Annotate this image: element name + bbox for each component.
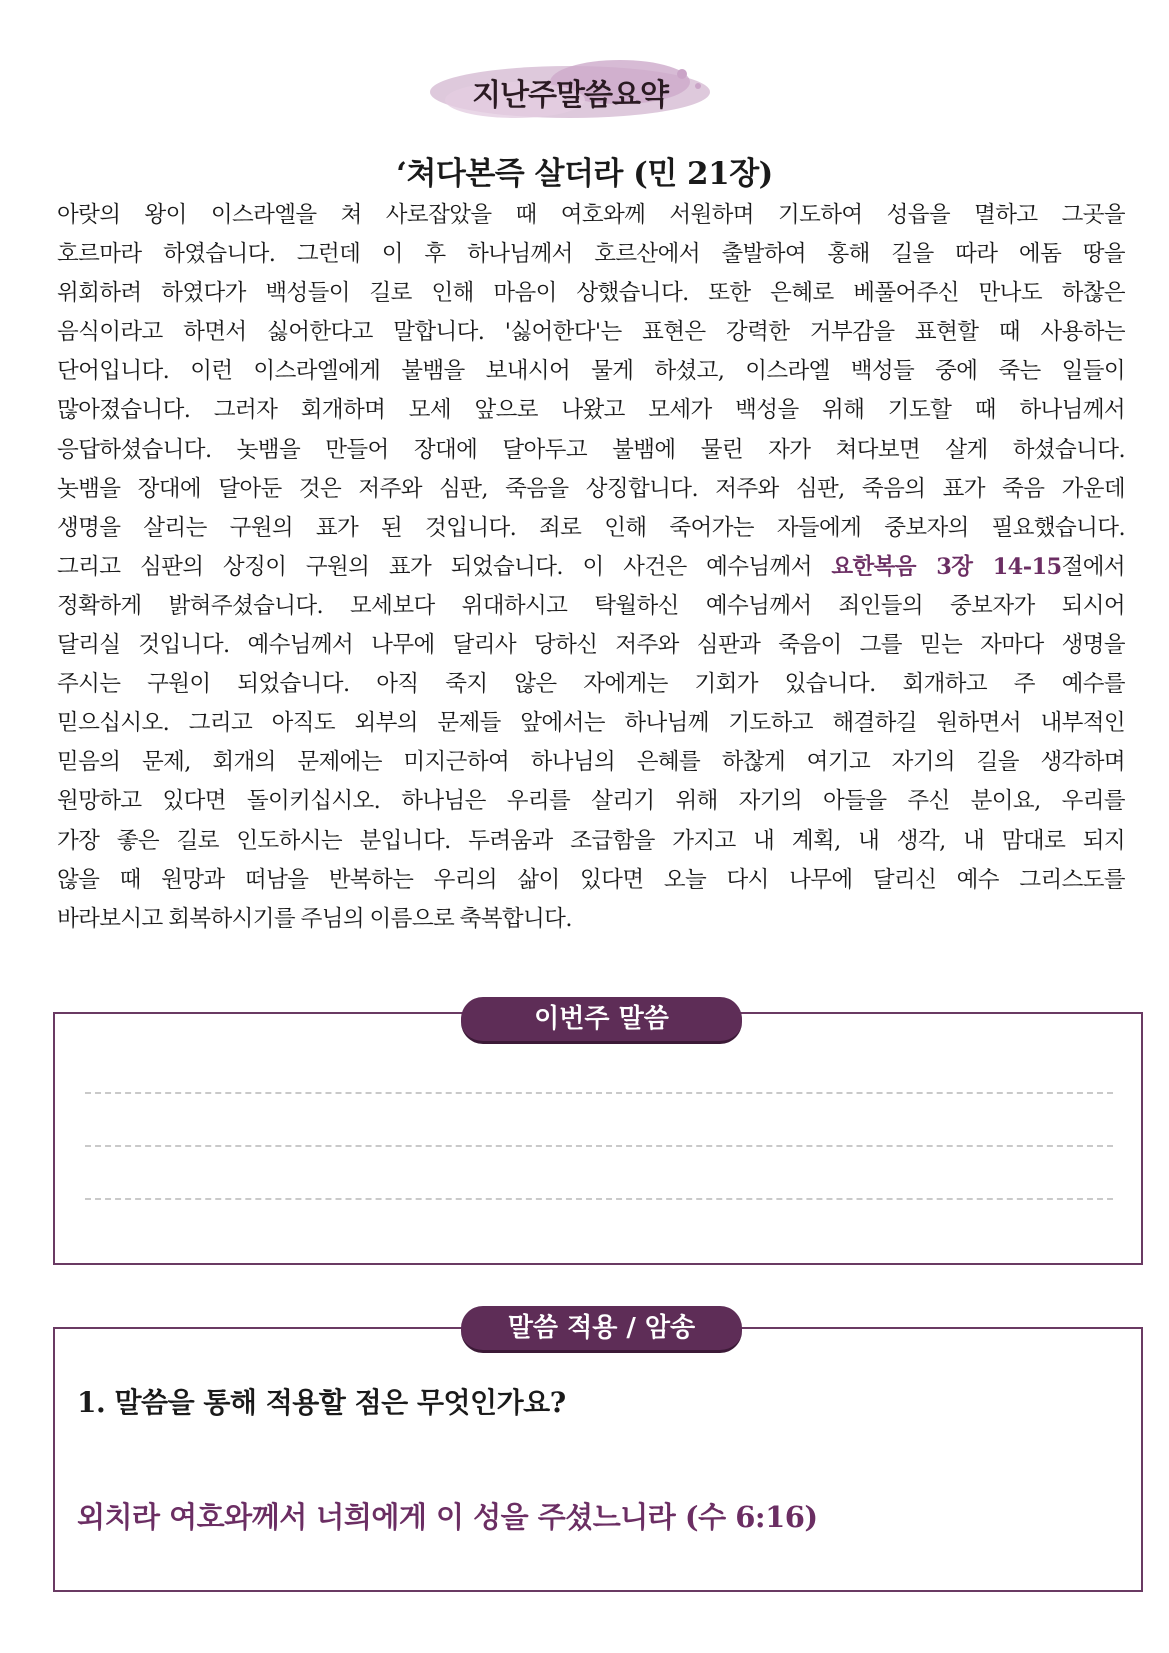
summary-line: 음식이라고 하면서 싫어한다고 말합니다. '싫어한다'는 표현은 강력한 거부감을 표현할 때 사용하는 <box>57 319 1125 346</box>
application-question: 1. 말씀을 통해 적용할 점은 무엇인가요? <box>77 1386 566 1419</box>
application-label: 말씀 적용 / 암송 <box>461 1306 742 1353</box>
summary-line: 응답하셨습니다. 놋뱀을 만들어 장대에 달아두고 불뱀에 물린 자가 쳐다보면 살게 하셨습니다. <box>57 436 1125 463</box>
summary-line: 아랏의 왕이 이스라엘을 쳐 사로잡았을 때 여호와께 서원하며 기도하여 성읍을 멸하고 그곳을 <box>57 202 1125 228</box>
writing-line[interactable] <box>85 1198 1113 1200</box>
writing-line[interactable] <box>85 1145 1113 1147</box>
page-title: ‘쳐다본즉 살더라 (민 21장) <box>396 156 773 192</box>
summary-line: 가장 좋은 길로 인도하시는 분입니다. 두려움과 조급함을 가지고 내 계획, 내 생각, 내 맘대로 되지 <box>57 827 1125 854</box>
summary-line: 단어입니다. 이런 이스라엘에게 불뱀을 보내시어 물게 하셨고, 이스라엘 백성들 중에 죽는 일들이 <box>57 358 1125 385</box>
application-box <box>53 1327 1143 1592</box>
summary-line: 위회하려 하였다가 백성들이 길로 인해 마음이 상했습니다. 또한 은혜로 베풀어주신 만나도 하찮은 <box>57 280 1125 307</box>
this-week-box <box>53 1012 1143 1265</box>
summary-line: 달리실 것입니다. 예수님께서 나무에 달리사 당하신 저주와 심판과 죽음이 그를 믿는 자마다 생명을 <box>57 632 1125 659</box>
summary-line: 호르마라 하였습니다. 그런데 이 후 하나님께서 호르산에서 출발하여 홍해 길을 따라 에돔 땅을 <box>57 241 1125 268</box>
sermon-summary <box>57 196 1125 939</box>
summary-text: 그리고 심판의 상징이 구원의 표가 되었습니다. 이 사건은 예수님께서 <box>57 553 832 580</box>
summary-line: 원망하고 있다면 돌이키십시오. 하나님은 우리를 살리기 위해 자기의 아들을 주신 분이요, 우리를 <box>57 788 1125 815</box>
summary-line: 많아졌습니다. 그러자 회개하며 모세 앞으로 나왔고 모세가 백성을 위해 기도할 때 하나님께서 <box>57 397 1125 424</box>
header-logo <box>420 52 720 130</box>
summary-line: 믿으십시오. 그리고 아직도 외부의 문제들 앞에서는 하나님께 기도하고 해결하길 원하면서 내부적인 <box>57 710 1125 737</box>
summary-line: 주시는 구원이 되었습니다. 아직 죽지 않은 자에게는 기회가 있습니다. 회개하고 주 예수를 <box>57 671 1125 698</box>
this-week-label: 이번주 말씀 <box>461 997 742 1044</box>
memory-verse: 외치라 여호와께서 너희에게 이 성을 주셨느니라 (수 6:16) <box>77 1500 818 1534</box>
writing-line[interactable] <box>85 1092 1113 1094</box>
summary-line: 정확하게 밝혀주셨습니다. 모세보다 위대하시고 탁월하신 예수님께서 죄인들의 중보자가 되시어 <box>57 592 1125 619</box>
summary-line: 않을 때 원망과 떠남을 반복하는 우리의 삶이 있다면 오늘 다시 나무에 달리신 예수 그리스도를 <box>57 866 1125 893</box>
summary-line: 생명을 살리는 구원의 표가 된 것입니다. 죄로 인해 죽어가는 자들에게 중보자의 필요했습니다. <box>57 514 1125 541</box>
summary-line: 놋뱀을 장대에 달아둔 것은 저주와 심판, 죽음을 상징합니다. 저주와 심판, 죽음의 표가 죽음 가운데 <box>57 475 1125 502</box>
summary-line-with-reference <box>57 548 1125 587</box>
logo-text: 지난주말씀요약 <box>472 78 668 113</box>
summary-line: 믿음의 문제, 회개의 문제에는 미지근하여 하나님의 은혜를 하찮게 여기고 자기의 길을 생각하며 <box>57 749 1125 776</box>
summary-text: 절에서 <box>1061 553 1125 580</box>
scripture-reference: 요한복음 3장 14-15 <box>831 553 1062 580</box>
summary-line: 바라보시고 회복하시기를 주님의 이름으로 축복합니다. <box>57 905 572 932</box>
